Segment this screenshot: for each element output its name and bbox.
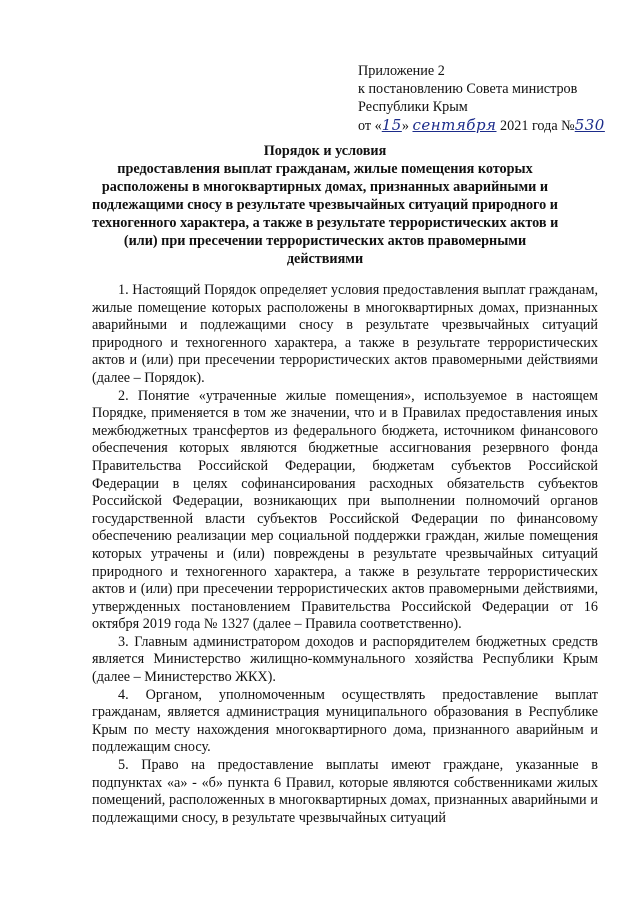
date-prefix: от « bbox=[358, 118, 382, 134]
paragraph-2: 2. Понятие «утраченные жилые помещения», используемое в настоящем Порядке, применяется в том же значении, что и в Правилах предоставления иных межбюджетных трансфертов из федерального бюджета, источником финансового обеспечения которых являются бюджетные ассигнования резервного фонда Правительства Российской Федерации, бюджетам субъектов Российской Федерации в целях софинансирования расходных обязательств субъектов Российской Федерации, возникающих при выполнении полномочий органов государственной власти субъектов Российской Федерации по финансовому обеспечению реализации мер социальной поддержки граждан, жилые помещения которых утрачены и (или) повреждены в результате чрезвычайных ситуаций природного и техногенного характера, а также в результате террористических актов и (или) при пресечении террористических актов правомерными действиями, утвержденных постановлением Правительства Российской Федерации от 16 октября 2019 года № 1327 (далее – Правила соответственно). bbox=[92, 387, 598, 633]
title-line: действиями bbox=[286, 251, 364, 267]
handwritten-month: сентября bbox=[412, 116, 497, 134]
title-line: расположены в многоквартирных домах, признанных аварийными и bbox=[101, 179, 549, 195]
paragraph-5: 5. Право на предоставление выплаты имеют граждане, указанные в подпунктах «а» - «б» пункта 6 Правил, которые являются собственниками жилых помещений, расположенных в многоквартирных домах, признанных аварийными и подлежащими сносу, в результате чрезвычайных ситуаций bbox=[92, 757, 598, 826]
paragraph-3: 3. Главным администратором доходов и распорядителем бюджетных средств является Министерство жилищно-коммунального хозяйства Республики Крым (далее – Министерство ЖКХ). bbox=[92, 633, 598, 686]
title-line: подлежащими сносу в результате чрезвычайных ситуаций природного и bbox=[92, 197, 558, 213]
handwritten-day: 15 bbox=[381, 116, 402, 134]
document-body bbox=[92, 282, 598, 827]
title-line: (или) при пресечении террористических актов правомерными bbox=[123, 233, 527, 249]
appendix-authority: Республики Крым bbox=[358, 99, 468, 115]
appendix-header bbox=[358, 62, 605, 135]
title-line: Порядок и условия bbox=[263, 143, 387, 159]
document-title bbox=[92, 142, 558, 268]
appendix-number: Приложение 2 bbox=[358, 63, 445, 79]
appendix-resolution: к постановлению Совета министров bbox=[358, 81, 578, 97]
paragraph-4: 4. Органом, уполномоченным осуществлять предоставление выплат гражданам, является администрация муниципального образования в Республике Крым по месту нахождения многоквартирного дома, признанного аварийным и подлежащим сносу. bbox=[92, 686, 598, 756]
title-line: предоставления выплат гражданам, жилые помещения которых bbox=[117, 161, 533, 177]
date-mid: » bbox=[401, 118, 409, 134]
appendix-date-line bbox=[358, 116, 605, 135]
date-year: 2021 года № bbox=[500, 118, 575, 134]
title-line: техногенного характера, а также в результате террористических актов и bbox=[92, 215, 559, 231]
handwritten-number: 530 bbox=[574, 116, 605, 134]
paragraph-1: 1. Настоящий Порядок определяет условия предоставления выплат гражданам, жилые помещение которых расположены в многоквартирных домах, признанных аварийными и подлежащими сносу в результате чрезвычайных ситуаций природного и техногенного характера, а также в результате террористических актов и (или) при пресечении террористических актов правомерными действиями (далее – Порядок). bbox=[92, 282, 598, 386]
